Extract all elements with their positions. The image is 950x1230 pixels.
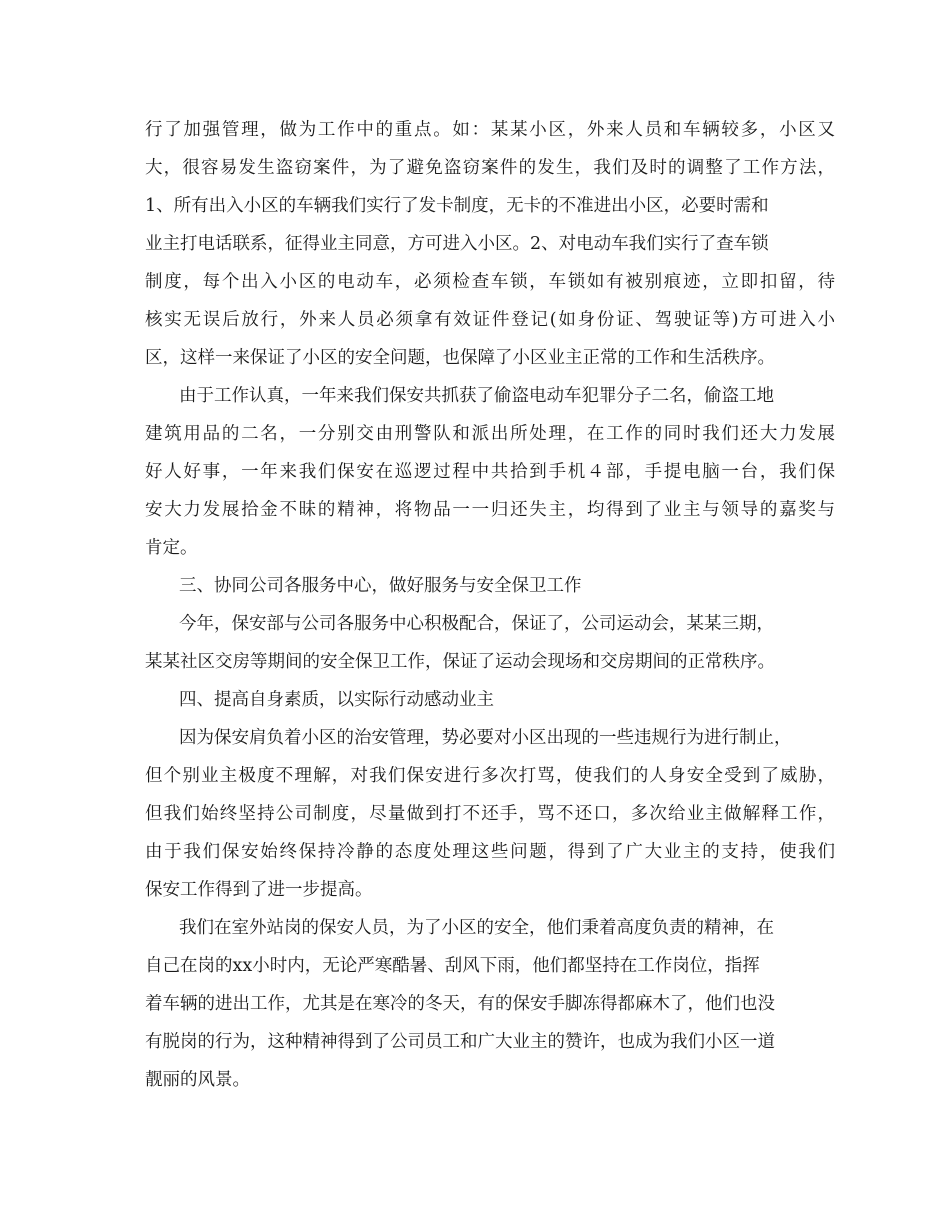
text-line: 但个别业主极度不理解，对我们保安进行多次打骂，使我们的人身安全受到了威胁， bbox=[145, 766, 835, 786]
section-heading: 四、提高自身素质，以实际行动感动业主 bbox=[179, 690, 494, 710]
text-line: 保安工作得到了进一步提高。 bbox=[145, 880, 373, 900]
paragraph-first-line: 今年，保安部与公司各服务中心积极配合，保证了，公司运动会，某某三期， bbox=[179, 614, 774, 634]
text-line: 自己在岗的xx小时内，无论严寒酷暑、刮风下雨，他们都坚持在工作岗位，指挥 bbox=[145, 956, 760, 976]
paragraph-first-line: 由于工作认真，一年来我们保安共抓获了偷盗电动车犯罪分子二名，偷盗工地 bbox=[179, 386, 774, 406]
paragraph-first-line: 因为保安肩负着小区的治安管理，势必要对小区出现的一些违规行为进行制止， bbox=[179, 728, 792, 748]
text-line: 制度，每个出入小区的电动车，必须检查车锁，车锁如有被别痕迹，立即扣留，待 bbox=[145, 272, 835, 292]
text-line: 安大力发展拾金不昧的精神，将物品一一归还失主，均得到了业主与领导的嘉奖与 bbox=[145, 500, 835, 520]
text-line: 由于我们保安始终保持冷静的态度处理这些问题，得到了广大业主的支持，使我们 bbox=[145, 842, 835, 862]
text-line: 核实无误后放行，外来人员必须拿有效证件登记(如身份证、驾驶证等)方可进入小 bbox=[145, 310, 835, 330]
text-line: 大，很容易发生盗窃案件，为了避免盗窃案件的发生，我们及时的调整了工作方法， bbox=[145, 158, 835, 178]
text-line: 建筑用品的二名，一分别交由刑警队和派出所处理，在工作的同时我们还大力发展 bbox=[145, 424, 835, 444]
text-line: 有脱岗的行为，这种精神得到了公司员工和广大业主的赞许，也成为我们小区一道 bbox=[145, 1032, 775, 1052]
text-line: 好人好事，一年来我们保安在巡逻过程中共拾到手机４部，手提电脑一台，我们保 bbox=[145, 462, 835, 482]
text-line: 着车辆的进出工作，尤其是在寒冷的冬天，有的保安手脚冻得都麻木了，他们也没 bbox=[145, 994, 775, 1014]
section-heading: 三、协同公司各服务中心，做好服务与安全保卫工作 bbox=[179, 576, 582, 596]
text-line: 肯定。 bbox=[145, 538, 198, 558]
text-line: 行了加强管理，做为工作中的重点。如：某某小区，外来人员和车辆较多，小区又 bbox=[145, 120, 835, 140]
text-line: 1、所有出入小区的车辆我们实行了发卡制度，无卡的不准进出小区，必要时需和 bbox=[145, 196, 769, 216]
text-line: 某某社区交房等期间的安全保卫工作，保证了运动会现场和交房期间的正常秩序。 bbox=[145, 652, 775, 672]
text-line: 但我们始终坚持公司制度，尽量做到打不还手，骂不还口，多次给业主做解释工作， bbox=[145, 804, 835, 824]
text-line: 区，这样一来保证了小区的安全问题，也保障了小区业主正常的工作和生活秩序。 bbox=[145, 348, 775, 368]
text-line: 靓丽的风景。 bbox=[145, 1070, 250, 1090]
paragraph-first-line: 我们在室外站岗的保安人员，为了小区的安全，他们秉着高度负责的精神，在 bbox=[179, 918, 774, 938]
text-line: 业主打电话联系，征得业主同意，方可进入小区。2、对电动车我们实行了查车锁 bbox=[145, 234, 769, 254]
